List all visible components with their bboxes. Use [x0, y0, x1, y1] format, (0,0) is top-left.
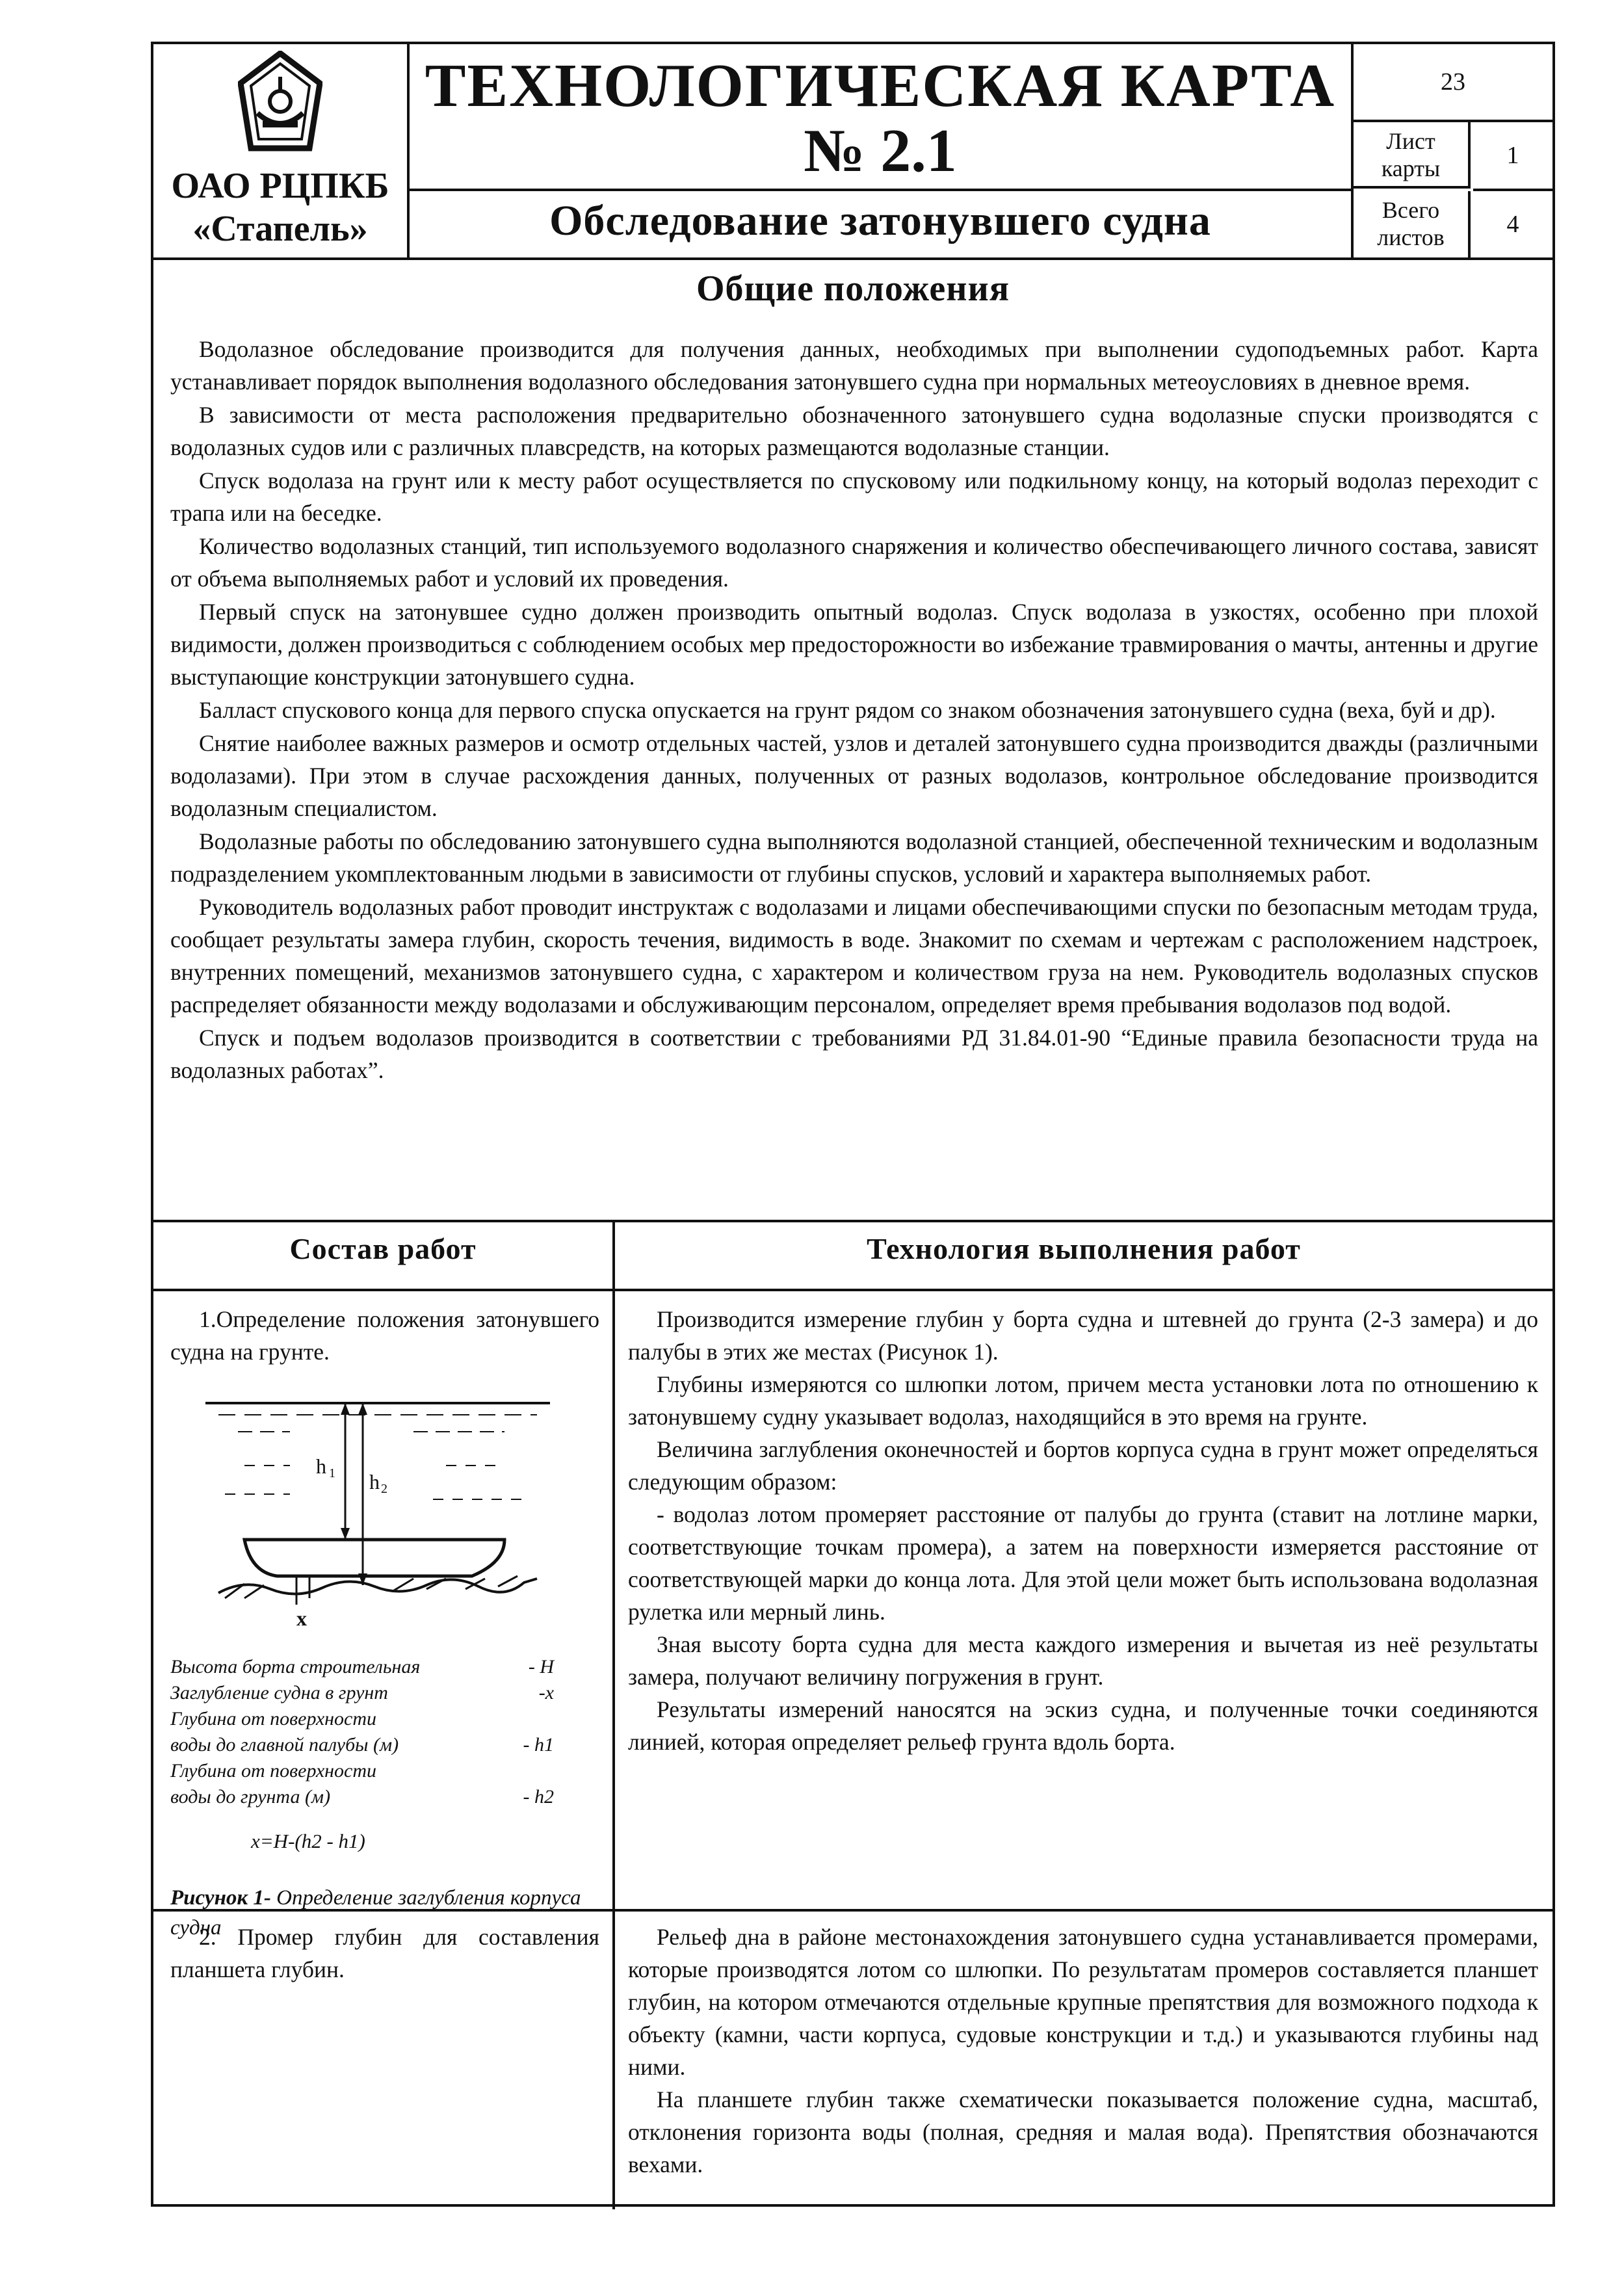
- task-text: 1.Определение положения затонувшего судна на грунте.: [170, 1306, 599, 1365]
- table-row-border: [153, 1909, 1552, 1912]
- legend-row: Глубина от поверхности: [170, 1708, 377, 1729]
- technology-cell-2: [628, 1921, 1538, 2181]
- sheet-meta: [1354, 44, 1552, 257]
- total-value: 4: [1506, 211, 1519, 238]
- paragraph: Первый спуск на затонувшее судно должен производить опытный водолаз. Спуск водолаза в узкостях, особенно при плохой видимости, должен производиться с соблюдением особых мер предосторожности во избежание травмирования о мачты, антенны и другие выступающие конструкции затонувшего судна.: [170, 599, 1538, 690]
- table-top-border: [153, 1220, 1552, 1222]
- logo-cell: [153, 44, 410, 257]
- paragraph: В зависимости от места расположения предварительно обозначенного затонувшего судна водолазные спуски производятся с водолазных судов или с различных плавсредств, на которых размещаются водолазные станции.: [170, 402, 1538, 460]
- paragraph: Результаты измерений наносятся на эскиз судна, и полученные точки соединяются линией, которая определяет рельеф грунта вдоль борта.: [628, 1696, 1538, 1755]
- paragraph: Руководитель водолазных работ проводит инструктаж с водолазами и лицами обеспечивающими спуски по безопасным методам труда, сообщает результаты замера глубин, скорость течения, видимость в воде. Знакомит по схемам и чертежам с расположением надстроек, внутренних помещений, механизмов затонувшего судна, с характером и количеством груза на нем. Руководитель водолазных спусков распределяет обязанности между водолазами и обслуживающим персоналом, определяет время пребывания водолазов под водой.: [170, 894, 1538, 1018]
- task-text: 2. Промер глубин для составления планшета глубин.: [170, 1924, 599, 1982]
- svg-text:h: h: [316, 1454, 326, 1478]
- legend-row: Заглубление судна в грунт -x: [170, 1682, 554, 1703]
- paragraph: Рельеф дна в районе местонахождения затонувшего судна устанавливается промерами, которые производятся лотом со шлюпки. По результатам промеров составляется планшет глубин, на котором отмечаются отдельные крупные препятствия для возможного подхода к объекту (камни, части корпуса, судовые конструкции и т.д.) и указываются глубины над ними.: [628, 1924, 1538, 2080]
- legend-row: воды до главной палубы (м) - h1: [170, 1734, 554, 1755]
- sheet-label: Лист карты: [1354, 122, 1471, 189]
- task-cell-1: [170, 1303, 599, 1368]
- paragraph: Глубины измеряются со шлюпки лотом, причем места установки лота по отношению к затонувшему судну указывает водолаз, находящийся в это время на грунте.: [628, 1371, 1538, 1430]
- paragraph: Балласт спускового конца для первого спуска опускается на грунт рядом со знаком обозначения затонувшего судна (веха, буй и др).: [199, 697, 1496, 723]
- svg-text:2: 2: [381, 1482, 387, 1496]
- paragraph: Снятие наиболее важных размеров и осмотр отдельных частей, узлов и деталей затонувшего судна производится дважды (различными водолазами). При этом в случае расхождения данных, полученных от разных водолазов, контрольное обследование производится водолазным специалистом.: [170, 730, 1538, 821]
- general-provisions: [170, 333, 1538, 1087]
- header-block: [153, 44, 1552, 260]
- svg-text:x: x: [296, 1607, 307, 1630]
- figure-legend: [170, 1654, 599, 1810]
- title-cell: [410, 44, 1354, 257]
- org-brand: «Стапель»: [192, 209, 368, 249]
- legend-row: воды до грунта (м) - h2: [170, 1786, 554, 1808]
- sheet-value: 1: [1473, 122, 1552, 191]
- total-label: Всего листов: [1354, 191, 1471, 257]
- paragraph: Зная высоту борта судна для места каждого измерения и вычетая из неё результаты замера, получают величину погружения в грунт.: [628, 1631, 1538, 1690]
- document-sheet: [151, 42, 1555, 2207]
- technology-cell-1: [628, 1303, 1538, 1758]
- paragraph: Водолазное обследование производится для получения данных, необходимых при выполнении судоподъемных работ. Карта устанавливает порядок выполнения водолазного обследования затонувшего судна при нормальных метеоусловиях в дневное время.: [170, 336, 1538, 395]
- svg-text:1: 1: [329, 1466, 335, 1480]
- figure-caption: Рисунок 1- Определение заглубления корпуса судна: [170, 1886, 581, 1940]
- table-header-border: [153, 1289, 1552, 1291]
- card-title: ТЕХНОЛОГИЧЕСКАЯ КАРТА: [425, 52, 1336, 120]
- paragraph: Спуск и подъем водолазов производится в соответствии с требованиями РД 31.84.01-90 “Единые правила безопасности труда на водолазных работах”.: [170, 1025, 1538, 1083]
- table-column-divider: [612, 1220, 615, 2209]
- task-cell-2: [170, 1921, 599, 1986]
- depth-formula: x=H-(h2 - h1): [251, 1830, 365, 1852]
- title-divider: [410, 189, 1351, 191]
- paragraph: Величина заглубления оконечностей и бортов корпуса судна в грунт может определяться следующим образом:: [628, 1436, 1538, 1495]
- page-number: 23: [1354, 44, 1552, 122]
- legend-row: Глубина от поверхности: [170, 1760, 377, 1782]
- paragraph: Количество водолазных станций, тип используемого водолазного снаряжения и количество обеспечивающего личного состава, зависят от объема выполняемых работ и условий их проведения.: [170, 533, 1538, 592]
- paragraph: На планшете глубин также схематически показывается положение судна, масштаб, отклонения горизонта воды (полная, средняя и малая вода). Препятствия обозначаются вехами.: [628, 2086, 1538, 2177]
- paragraph: - водолаз лотом промеряет расстояние от палубы до грунта (ставит на лотлине марки, соответствующие точкам промера), а затем на поверхности измеряется расстояние от соответствующей марки до конца лота. Для этой цели может быть использована водолазная рулетка или мерный линь.: [628, 1501, 1538, 1625]
- stapel-logo-icon: [238, 51, 322, 161]
- card-subtitle: Обследование затонувшего судна: [549, 197, 1211, 244]
- paragraph: Спуск водолаза на грунт или к месту работ осуществляется по спусковому или подкильному концу, на который водолаз переходит с трапа или на беседке.: [170, 467, 1538, 526]
- column-header-tasks: Состав работ: [289, 1232, 477, 1265]
- column-header-technology: Технология выполнения работ: [867, 1232, 1301, 1265]
- paragraph: Производится измерение глубин у борта судна и штевней до грунта (2-3 замера) и до палубы в этих же местах (Рисунок 1).: [628, 1306, 1538, 1365]
- section-title: Общие положения: [696, 269, 1010, 309]
- org-name: ОАО РЦПКБ: [171, 166, 389, 206]
- legend-row: Высота борта строительная - H: [170, 1656, 554, 1677]
- card-number: № 2.1: [804, 117, 957, 185]
- depth-measurement-figure: [199, 1384, 563, 1637]
- paragraph: Водолазные работы по обследованию затонувшего судна выполняются водолазной станцией, обеспеченной техническим и водолазным подразделением укомплектованным людьми в зависимости от глубины спусков, условий и характера выполняемых работ.: [170, 828, 1538, 887]
- svg-text:h: h: [369, 1470, 380, 1493]
